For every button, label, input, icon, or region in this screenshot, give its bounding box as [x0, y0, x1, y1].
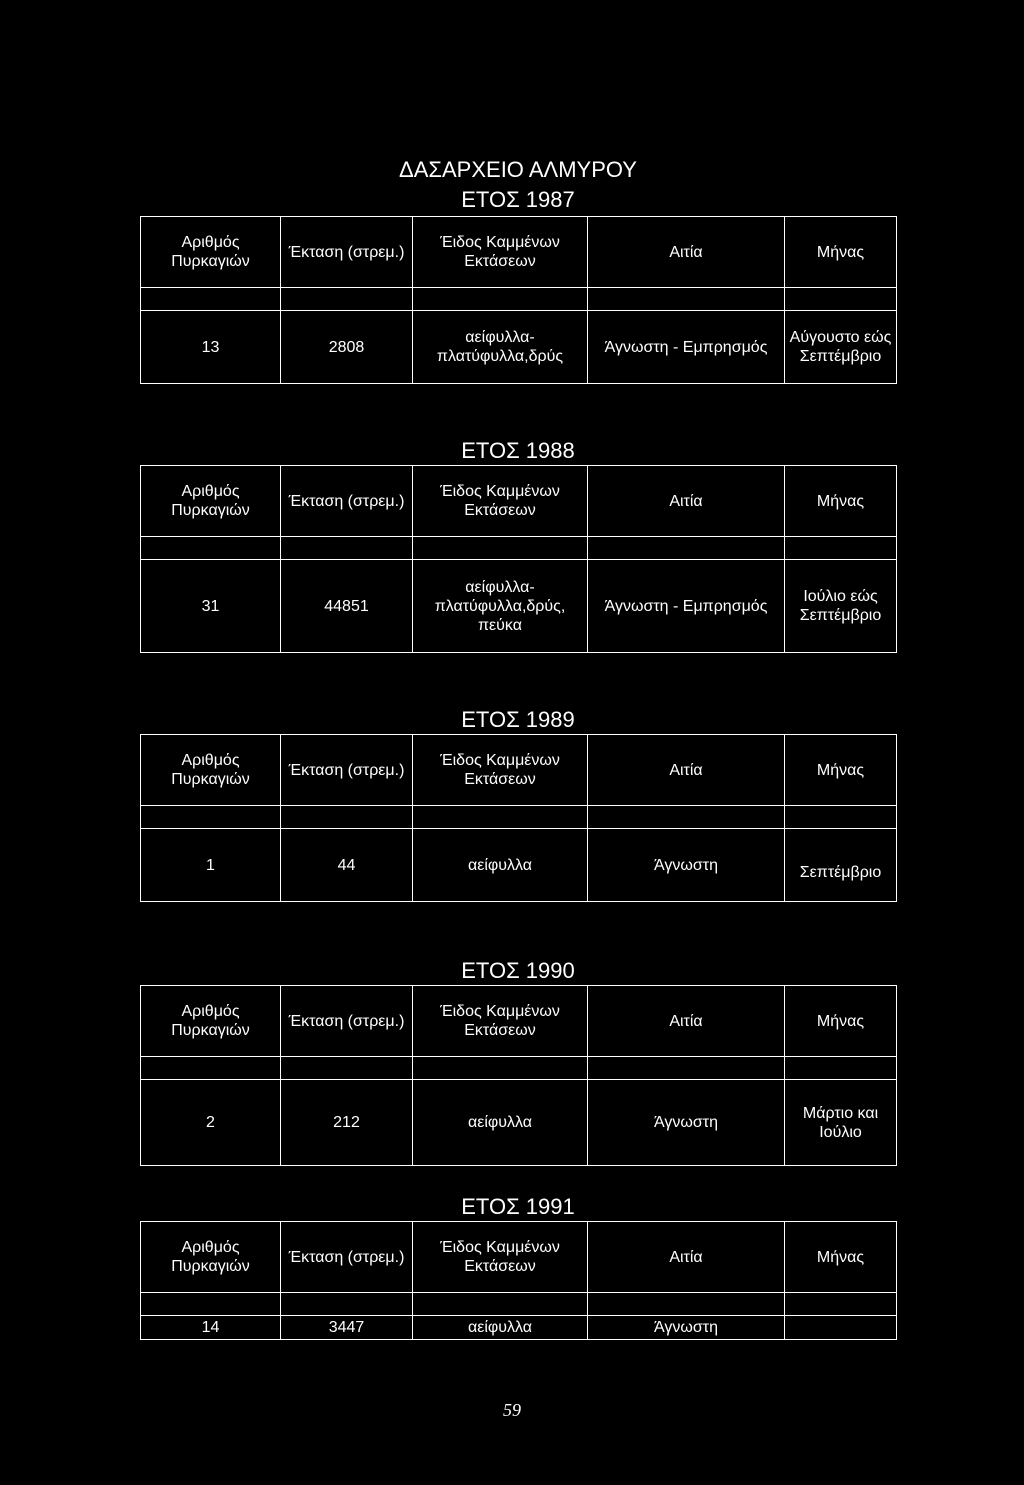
header-month: Μήνας: [785, 1222, 897, 1293]
cell-count: 1: [141, 829, 281, 902]
cell-type: αείφυλλα-πλατύφυλλα,δρύς: [413, 311, 588, 384]
cell-cause: Άγνωστη: [588, 1080, 785, 1166]
fires-table-1990: [140, 985, 897, 1166]
cell-month: Μάρτιο και Ιούλιο: [785, 1080, 897, 1166]
header-count: Αριθμός Πυρκαγιών: [141, 466, 281, 537]
cell-area: 3447: [281, 1316, 413, 1340]
table-header-row: [141, 217, 897, 288]
table-header-row: [141, 466, 897, 537]
header-month: Μήνας: [785, 735, 897, 806]
header-month: Μήνας: [785, 217, 897, 288]
cell-cause: Άγνωστη: [588, 829, 785, 902]
cell-count: 13: [141, 311, 281, 384]
header-type: Έιδος Καμμένων Εκτάσεων: [413, 217, 588, 288]
cell-count: 14: [141, 1316, 281, 1340]
spacer-row: [141, 1293, 897, 1316]
spacer-row: [141, 1057, 897, 1080]
cell-area: 44851: [281, 560, 413, 653]
fires-table-1988: [140, 465, 897, 653]
cell-count: 31: [141, 560, 281, 653]
header-type: Έιδος Καμμένων Εκτάσεων: [413, 986, 588, 1057]
cell-month: [785, 1316, 897, 1340]
cell-area: 212: [281, 1080, 413, 1166]
year-title: ΕΤΟΣ 1987: [461, 187, 575, 212]
fires-table-1987: [140, 216, 897, 384]
year-title: ΕΤΟΣ 1989: [461, 707, 575, 732]
table-row: [141, 1080, 897, 1166]
header-cause: Αιτία: [588, 217, 785, 288]
main-title: ΔΑΣΑΡΧΕΙΟ ΑΛΜΥΡΟΥ: [399, 157, 637, 182]
cell-count: 2: [141, 1080, 281, 1166]
cell-type: αείφυλλα: [413, 1316, 588, 1340]
spacer-row: [141, 288, 897, 311]
cell-type: αείφυλλα: [413, 829, 588, 902]
cell-area: 44: [281, 829, 413, 902]
table-header-row: [141, 986, 897, 1057]
table-row: [141, 560, 897, 653]
header-area: Έκταση (στρεμ.): [281, 217, 413, 288]
cell-month: Ιούλιο εώς Σεπτέμβριο: [785, 560, 897, 653]
header-count: Αριθμός Πυρκαγιών: [141, 735, 281, 806]
page-number: 59: [503, 1400, 521, 1420]
header-cause: Αιτία: [588, 466, 785, 537]
table-row: [141, 829, 897, 902]
header-month: Μήνας: [785, 466, 897, 537]
cell-type: αείφυλλα-πλατύφυλλα,δρύς, πεύκα: [413, 560, 588, 653]
header-area: Έκταση (στρεμ.): [281, 466, 413, 537]
header-cause: Αιτία: [588, 1222, 785, 1293]
table-header-row: [141, 735, 897, 806]
cell-cause: Άγνωστη - Εμπρησμός: [588, 560, 785, 653]
spacer-row: [141, 537, 897, 560]
cell-month: Σεπτέμβριο: [785, 829, 897, 902]
fires-table-1991: [140, 1221, 897, 1340]
header-type: Έιδος Καμμένων Εκτάσεων: [413, 735, 588, 806]
header-area: Έκταση (στρεμ.): [281, 986, 413, 1057]
header-cause: Αιτία: [588, 986, 785, 1057]
header-area: Έκταση (στρεμ.): [281, 735, 413, 806]
table-row: [141, 311, 897, 384]
cell-month: Αύγουστο εώς Σεπτέμβριο: [785, 311, 897, 384]
spacer-row: [141, 806, 897, 829]
fires-table-1989: [140, 734, 897, 902]
cell-type: αείφυλλα: [413, 1080, 588, 1166]
header-type: Έιδος Καμμένων Εκτάσεων: [413, 1222, 588, 1293]
table-header-row: [141, 1222, 897, 1293]
header-count: Αριθμός Πυρκαγιών: [141, 217, 281, 288]
header-cause: Αιτία: [588, 735, 785, 806]
cell-cause: Άγνωστη - Εμπρησμός: [588, 311, 785, 384]
header-type: Έιδος Καμμένων Εκτάσεων: [413, 466, 588, 537]
header-count: Αριθμός Πυρκαγιών: [141, 1222, 281, 1293]
header-count: Αριθμός Πυρκαγιών: [141, 986, 281, 1057]
table-row: [141, 1316, 897, 1340]
header-area: Έκταση (στρεμ.): [281, 1222, 413, 1293]
year-title: ΕΤΟΣ 1991: [461, 1194, 575, 1219]
header-month: Μήνας: [785, 986, 897, 1057]
cell-cause: Άγνωστη: [588, 1316, 785, 1340]
year-title: ΕΤΟΣ 1990: [461, 958, 575, 983]
cell-area: 2808: [281, 311, 413, 384]
year-title: ΕΤΟΣ 1988: [461, 438, 575, 463]
